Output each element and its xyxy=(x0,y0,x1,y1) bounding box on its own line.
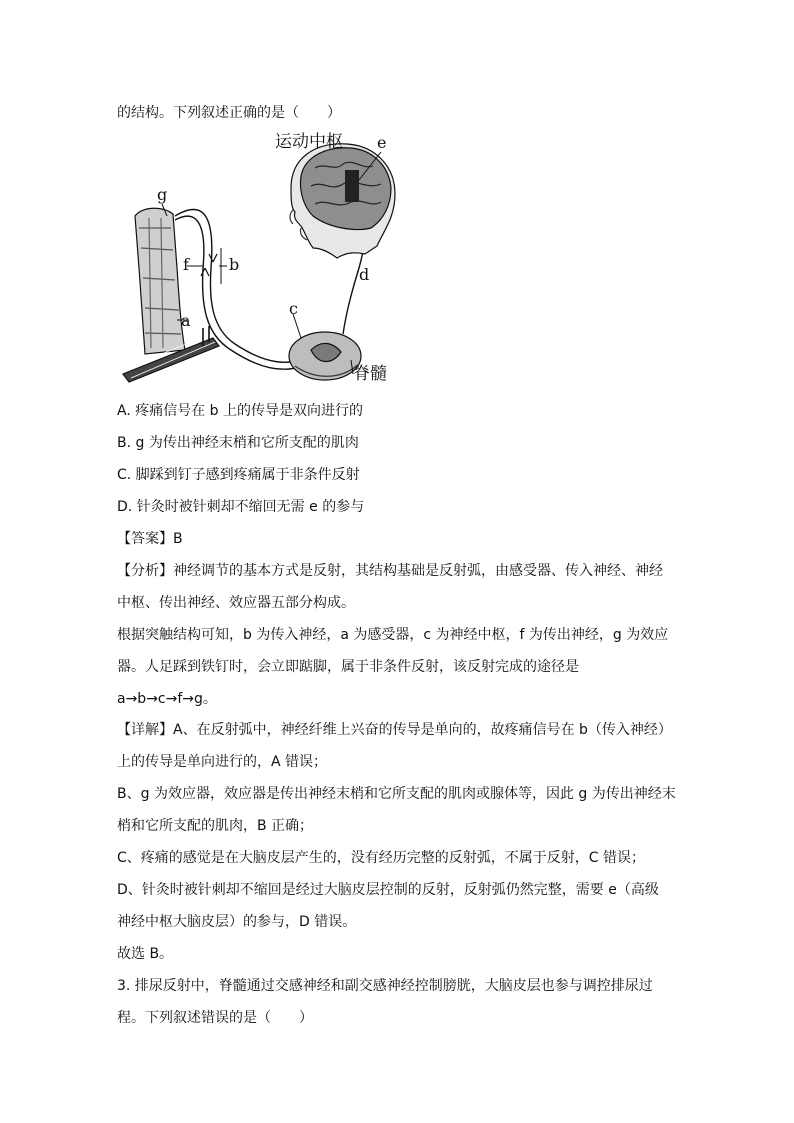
detail-line-2: 上的传导是单向进行的，A 错误； xyxy=(117,754,328,770)
marker-e: e xyxy=(377,133,387,152)
marker-f: f xyxy=(183,255,189,274)
foot-shape xyxy=(135,208,185,354)
option-a: A. 疼痛信号在 b 上的传导是双向进行的 xyxy=(117,403,364,419)
detail-line-5: C、疼痛的感觉是在大脑皮层产生的，没有经历完整的反射弧，不属于反射，C 错误； xyxy=(117,850,645,866)
detail-line-4: 梢和它所支配的肌肉，B 正确； xyxy=(117,818,314,834)
analysis-line-4: 器。人足踩到铁钉时，会立即踮脚，属于非条件反射，该反射完成的途径是 xyxy=(117,659,579,675)
next-question-line-2: 程。下列叙述错误的是（ ） xyxy=(117,1010,313,1026)
analysis-line-3: 根据突触结构可知，b 为传入神经，a 为感受器，c 为神经中枢，f 为传出神经，g 为效应 xyxy=(117,627,669,643)
marker-b: b xyxy=(229,255,240,274)
detail-line-1: 【详解】A、在反射弧中，神经纤维上兴奋的传导是单向的，故疼痛信号在 b（传入神经） xyxy=(117,722,672,738)
analysis-line-2: 中枢、传出神经、效应器五部分构成。 xyxy=(117,595,355,611)
detail-line-6: D、针灸时被针刺却不缩回是经过大脑皮层控制的反射，反射弧仍然完整，需要 e（高级 xyxy=(117,882,659,898)
next-question-line-1: 3. 排尿反射中，脊髓通过交感神经和副交感神经控制膀胱，大脑皮层也参与调控排尿过 xyxy=(117,978,653,994)
option-b: B. g 为传出神经末梢和它所支配的肌肉 xyxy=(117,435,359,451)
answer-line: 【答案】B xyxy=(117,531,183,547)
marker-g: g xyxy=(157,185,168,204)
motor-center-label: 运动中枢 xyxy=(275,132,343,152)
marker-d: d xyxy=(359,265,370,284)
option-d: D. 针灸时被针刺却不缩回无需 e 的参与 xyxy=(117,499,365,515)
detail-line-7: 神经中枢大脑皮层）的参与，D 错误。 xyxy=(117,914,357,930)
detail-line-8: 故选 B。 xyxy=(117,946,174,962)
option-c: C. 脚踩到钉子感到疼痛属于非条件反射 xyxy=(117,467,360,483)
analysis-line-1: 【分析】神经调节的基本方式是反射，其结构基础是反射弧，由感受器、传入神经、神经 xyxy=(117,563,663,579)
reflex-arc-illustration xyxy=(115,128,415,388)
spinal-cord-label: 脊髓 xyxy=(353,364,387,384)
marker-c: c xyxy=(289,299,298,318)
question-intro: 的结构。下列叙述正确的是（ ） xyxy=(117,105,341,121)
reflex-arc-figure xyxy=(115,128,415,388)
detail-line-3: B、g 为效应器，效应器是传出神经末梢和它所支配的肌肉或腺体等，因此 g 为传出神经末 xyxy=(117,786,676,802)
marker-a: a xyxy=(181,311,191,330)
analysis-line-5: a→b→c→f→g。 xyxy=(117,691,217,707)
